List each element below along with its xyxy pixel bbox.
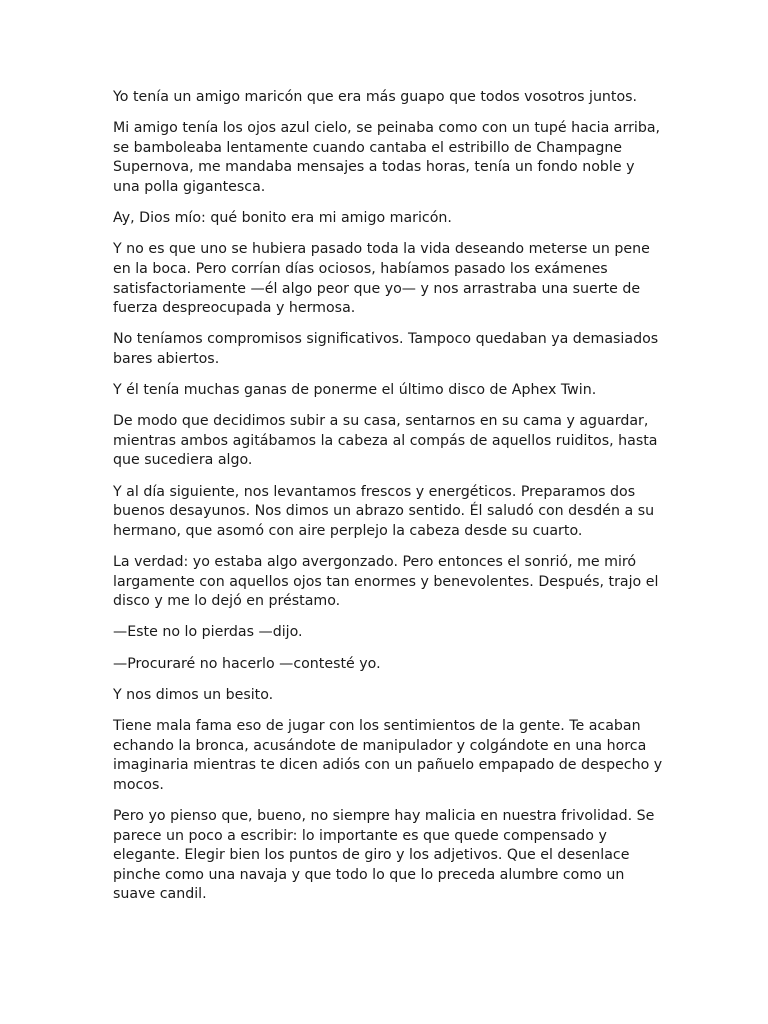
paragraph: La verdad: yo estaba algo avergonzado. Pero entonces el sonrió, me miró largamente con aquellos ojos tan enormes y benevolentes. Después, trajo el disco y me lo dejó en préstamo.	[113, 554, 659, 610]
paragraph: Tiene mala fama eso de jugar con los sentimientos de la gente. Te acaban echando la bronca, acusándote de manipulador y colgándote en una horca imaginaria mientras te dicen adiós con un pañuelo empapado de despecho y mocos.	[113, 717, 663, 793]
paragraph: No teníamos compromisos significativos. Tampoco quedaban ya demasiados bares abiertos.	[113, 331, 659, 367]
dialogue-line: —Procuraré no hacerlo —contesté yo.	[113, 655, 381, 672]
dialogue-line: —Este no lo pierdas —dijo.	[113, 624, 303, 641]
document-body	[113, 88, 663, 917]
paragraph: Y no es que uno se hubiera pasado toda la vida deseando meterse un pene en la boca. Pero corrían días ociosos, habíamos pasado los exámenes satisfactoriamente —él algo peor que yo— y nos arrastraba una suerte de fuerza despreocupada y hermosa.	[113, 241, 650, 317]
paragraph: Y nos dimos un besito.	[113, 686, 274, 703]
paragraph: Ay, Dios mío: qué bonito era mi amigo maricón.	[113, 210, 452, 227]
paragraph: Y él tenía muchas ganas de ponerme el último disco de Aphex Twin.	[113, 382, 597, 399]
paragraph: Pero yo pienso que, bueno, no siempre hay malicia en nuestra frivolidad. Se parece un poco a escribir: lo importante es que quede compensado y elegante. Elegir bien los puntos de giro y los adjetivos. Que el desenlace pinche como una navaja y que todo lo que lo preceda alumbre como un suave candil.	[113, 807, 655, 903]
paragraph: Mi amigo tenía los ojos azul cielo, se peinaba como con un tupé hacia arriba, se bamboleaba lentamente cuando cantaba el estribillo de Champagne Supernova, me mandaba mensajes a todas horas, tenía un fondo noble y una polla gigantesca.	[113, 120, 661, 195]
paragraph: De modo que decidimos subir a su casa, sentarnos en su cama y aguardar, mientras ambos agitábamos la cabeza al compás de aquellos ruiditos, hasta que sucediera algo.	[113, 413, 658, 469]
paragraph: Y al día siguiente, nos levantamos frescos y energéticos. Preparamos dos buenos desayunos. Nos dimos un abrazo sentido. Él saludó con desdén a su hermano, que asomó con aire perplejo la cabeza desde su cuarto.	[113, 483, 655, 539]
paragraph: Yo tenía un amigo maricón que era más guapo que todos vosotros juntos.	[113, 89, 638, 105]
